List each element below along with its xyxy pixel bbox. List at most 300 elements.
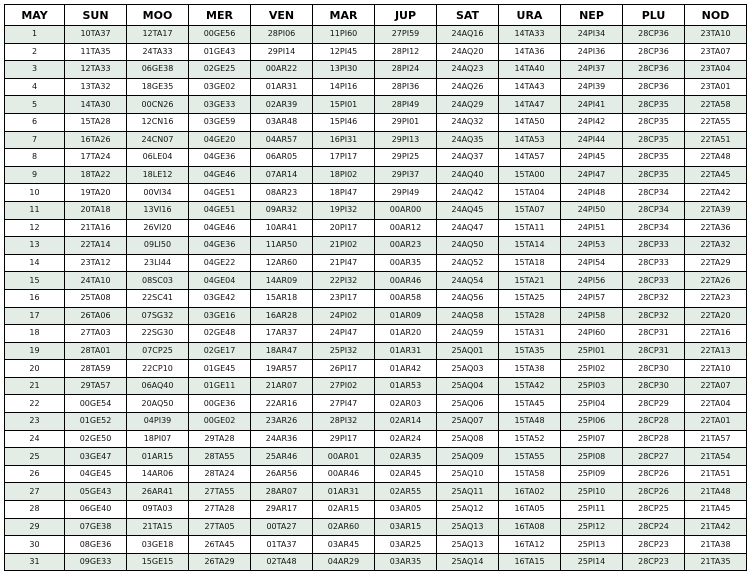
position-cell: 03AR48 — [251, 113, 313, 131]
position-cell: 25AQ14 — [437, 553, 499, 571]
position-cell: 12CN16 — [127, 113, 189, 131]
position-cell: 00AR23 — [375, 237, 437, 255]
position-cell: 25PI32 — [313, 342, 375, 360]
position-cell: 07SG32 — [127, 307, 189, 325]
position-cell: 22TA04 — [685, 395, 747, 413]
position-cell: 16TA08 — [499, 518, 561, 536]
position-cell: 16TA05 — [499, 501, 561, 519]
position-cell: 22SC41 — [127, 289, 189, 307]
position-cell: 25PI02 — [561, 360, 623, 378]
position-cell: 01AR20 — [375, 325, 437, 343]
position-cell: 28CP28 — [623, 413, 685, 431]
position-cell: 01AR09 — [375, 307, 437, 325]
position-cell: 25PI08 — [561, 448, 623, 466]
position-cell: 22TA48 — [685, 149, 747, 167]
position-cell: 22TA45 — [685, 166, 747, 184]
table-row — [5, 272, 747, 290]
position-cell: 01AR53 — [375, 377, 437, 395]
position-cell: 15TA38 — [499, 360, 561, 378]
position-cell: 09AR32 — [251, 201, 313, 219]
position-cell: 19AR57 — [251, 360, 313, 378]
position-cell: 24TA33 — [127, 43, 189, 61]
position-cell: 15TA42 — [499, 377, 561, 395]
position-cell: 24PI41 — [561, 96, 623, 114]
position-cell: 15PI01 — [313, 96, 375, 114]
position-cell: 25PI03 — [561, 377, 623, 395]
position-cell: 24CN07 — [127, 131, 189, 149]
header-nod: NOD — [685, 5, 747, 26]
position-cell: 03GE16 — [189, 307, 251, 325]
day-cell: 18 — [5, 325, 65, 343]
position-cell: 16PI31 — [313, 131, 375, 149]
day-cell: 7 — [5, 131, 65, 149]
position-cell: 15TA11 — [499, 219, 561, 237]
position-cell: 06AR05 — [251, 149, 313, 167]
position-cell: 22TA10 — [685, 360, 747, 378]
day-cell: 21 — [5, 377, 65, 395]
position-cell: 04GE04 — [189, 272, 251, 290]
position-cell: 15TA48 — [499, 413, 561, 431]
position-cell: 03AR15 — [375, 518, 437, 536]
position-cell: 24PI56 — [561, 272, 623, 290]
position-cell: 27PI59 — [375, 26, 437, 44]
table-row — [5, 219, 747, 237]
position-cell: 28CP36 — [623, 61, 685, 79]
position-cell: 14TA50 — [499, 113, 561, 131]
position-cell: 18PI07 — [127, 430, 189, 448]
position-cell: 23TA04 — [685, 61, 747, 79]
position-cell: 01AR15 — [127, 448, 189, 466]
position-cell: 16TA15 — [499, 553, 561, 571]
day-cell: 27 — [5, 483, 65, 501]
table-row — [5, 26, 747, 44]
position-cell: 22CP10 — [127, 360, 189, 378]
position-cell: 06AQ40 — [127, 377, 189, 395]
position-cell: 22TA07 — [685, 377, 747, 395]
position-cell: 26PI17 — [313, 360, 375, 378]
position-cell: 15TA35 — [499, 342, 561, 360]
position-cell: 28CP30 — [623, 377, 685, 395]
position-cell: 02GE25 — [189, 61, 251, 79]
position-cell: 21PI02 — [313, 237, 375, 255]
position-cell: 24TA10 — [65, 272, 127, 290]
position-cell: 28AR07 — [251, 483, 313, 501]
position-cell: 04GE22 — [189, 254, 251, 272]
position-cell: 24AQ40 — [437, 166, 499, 184]
position-cell: 24PI39 — [561, 78, 623, 96]
position-cell: 28PI12 — [375, 43, 437, 61]
position-cell: 28PI06 — [251, 26, 313, 44]
position-cell: 25PI10 — [561, 483, 623, 501]
position-cell: 08SC03 — [127, 272, 189, 290]
position-cell: 28CP35 — [623, 149, 685, 167]
position-cell: 17TA24 — [65, 149, 127, 167]
position-cell: 21TA57 — [685, 430, 747, 448]
day-cell: 9 — [5, 166, 65, 184]
position-cell: 02GE50 — [65, 430, 127, 448]
position-cell: 28PI36 — [375, 78, 437, 96]
position-cell: 02AR35 — [375, 448, 437, 466]
position-cell: 07AR14 — [251, 166, 313, 184]
day-cell: 12 — [5, 219, 65, 237]
position-cell: 01TA37 — [251, 536, 313, 554]
position-cell: 28TA24 — [189, 465, 251, 483]
day-cell: 29 — [5, 518, 65, 536]
position-cell: 00GE02 — [189, 413, 251, 431]
position-cell: 28CP35 — [623, 131, 685, 149]
position-cell: 28CP32 — [623, 307, 685, 325]
table-row — [5, 131, 747, 149]
position-cell: 28CP34 — [623, 184, 685, 202]
position-cell: 15TA07 — [499, 201, 561, 219]
position-cell: 15TA28 — [499, 307, 561, 325]
day-cell: 30 — [5, 536, 65, 554]
position-cell: 12AR60 — [251, 254, 313, 272]
position-cell: 28TA59 — [65, 360, 127, 378]
position-cell: 22TA55 — [685, 113, 747, 131]
position-cell: 28CP25 — [623, 501, 685, 519]
position-cell: 25PI12 — [561, 518, 623, 536]
position-cell: 10AR41 — [251, 219, 313, 237]
position-cell: 28CP28 — [623, 430, 685, 448]
position-cell: 02AR60 — [313, 518, 375, 536]
position-cell: 27TA55 — [189, 483, 251, 501]
position-cell: 24AQ45 — [437, 201, 499, 219]
header-month: MAY — [5, 5, 65, 26]
position-cell: 24PI50 — [561, 201, 623, 219]
position-cell: 18LE12 — [127, 166, 189, 184]
position-cell: 27PI47 — [313, 395, 375, 413]
position-cell: 12TA17 — [127, 26, 189, 44]
position-cell: 22TA16 — [685, 325, 747, 343]
position-cell: 04GE46 — [189, 219, 251, 237]
position-cell: 15TA52 — [499, 430, 561, 448]
position-cell: 13TA32 — [65, 78, 127, 96]
position-cell: 29PI37 — [375, 166, 437, 184]
position-cell: 00AR12 — [375, 219, 437, 237]
table-row — [5, 377, 747, 395]
position-cell: 22TA58 — [685, 96, 747, 114]
position-cell: 28CP33 — [623, 237, 685, 255]
position-cell: 14AR09 — [251, 272, 313, 290]
position-cell: 21TA42 — [685, 518, 747, 536]
position-cell: 03GE33 — [189, 96, 251, 114]
position-cell: 00AR46 — [313, 465, 375, 483]
position-cell: 28CP34 — [623, 219, 685, 237]
day-cell: 25 — [5, 448, 65, 466]
position-cell: 02AR14 — [375, 413, 437, 431]
position-cell: 23TA01 — [685, 78, 747, 96]
position-cell: 04GE45 — [65, 465, 127, 483]
position-cell: 26TA06 — [65, 307, 127, 325]
position-cell: 00GE54 — [65, 395, 127, 413]
header-jup: JUP — [375, 5, 437, 26]
table-row — [5, 78, 747, 96]
table-row — [5, 43, 747, 61]
day-cell: 23 — [5, 413, 65, 431]
position-cell: 22TA13 — [685, 342, 747, 360]
day-cell: 1 — [5, 26, 65, 44]
position-cell: 21TA54 — [685, 448, 747, 466]
table-row — [5, 201, 747, 219]
day-cell: 15 — [5, 272, 65, 290]
table-row — [5, 166, 747, 184]
position-cell: 28PI24 — [375, 61, 437, 79]
day-cell: 4 — [5, 78, 65, 96]
position-cell: 21TA51 — [685, 465, 747, 483]
position-cell: 24PI47 — [561, 166, 623, 184]
position-cell: 28CP31 — [623, 325, 685, 343]
position-cell: 22TA42 — [685, 184, 747, 202]
position-cell: 25AQ04 — [437, 377, 499, 395]
position-cell: 24AQ16 — [437, 26, 499, 44]
position-cell: 28CP33 — [623, 272, 685, 290]
position-cell: 18PI47 — [313, 184, 375, 202]
position-cell: 14TA30 — [65, 96, 127, 114]
day-cell: 24 — [5, 430, 65, 448]
position-cell: 22TA23 — [685, 289, 747, 307]
position-cell: 25PI14 — [561, 553, 623, 571]
position-cell: 28CP23 — [623, 553, 685, 571]
position-cell: 28PI32 — [313, 413, 375, 431]
day-cell: 16 — [5, 289, 65, 307]
position-cell: 01AR31 — [251, 78, 313, 96]
header-ven: VEN — [251, 5, 313, 26]
position-cell: 24PI58 — [561, 307, 623, 325]
position-cell: 12TA33 — [65, 61, 127, 79]
position-cell: 26VI20 — [127, 219, 189, 237]
table-row — [5, 448, 747, 466]
table-row — [5, 553, 747, 571]
position-cell: 01AR31 — [313, 483, 375, 501]
position-cell: 20AQ50 — [127, 395, 189, 413]
position-cell: 03GE42 — [189, 289, 251, 307]
position-cell: 03AR45 — [313, 536, 375, 554]
position-cell: 22TA39 — [685, 201, 747, 219]
position-cell: 21TA15 — [127, 518, 189, 536]
position-cell: 22TA26 — [685, 272, 747, 290]
position-cell: 00AR22 — [251, 61, 313, 79]
position-cell: 25AR46 — [251, 448, 313, 466]
position-cell: 14TA43 — [499, 78, 561, 96]
position-cell: 00AR58 — [375, 289, 437, 307]
table-row — [5, 360, 747, 378]
position-cell: 21TA16 — [65, 219, 127, 237]
position-cell: 15TA00 — [499, 166, 561, 184]
header-plu: PLU — [623, 5, 685, 26]
position-cell: 24AQ23 — [437, 61, 499, 79]
position-cell: 28CP35 — [623, 96, 685, 114]
position-cell: 25AQ03 — [437, 360, 499, 378]
position-cell: 00TA27 — [251, 518, 313, 536]
position-cell: 25PI07 — [561, 430, 623, 448]
day-cell: 19 — [5, 342, 65, 360]
day-cell: 14 — [5, 254, 65, 272]
position-cell: 28CP32 — [623, 289, 685, 307]
position-cell: 24PI57 — [561, 289, 623, 307]
position-cell: 00CN26 — [127, 96, 189, 114]
position-cell: 23AR26 — [251, 413, 313, 431]
position-cell: 24AQ52 — [437, 254, 499, 272]
position-cell: 02GE17 — [189, 342, 251, 360]
header-moo: MOO — [127, 5, 189, 26]
position-cell: 25PI06 — [561, 413, 623, 431]
table-row — [5, 518, 747, 536]
table-row — [5, 61, 747, 79]
position-cell: 22SG30 — [127, 325, 189, 343]
position-cell: 01AR31 — [375, 342, 437, 360]
position-cell: 08AR23 — [251, 184, 313, 202]
table-row — [5, 96, 747, 114]
position-cell: 09TA03 — [127, 501, 189, 519]
day-cell: 6 — [5, 113, 65, 131]
position-cell: 14TA36 — [499, 43, 561, 61]
position-cell: 03AR05 — [375, 501, 437, 519]
position-cell: 08GE36 — [65, 536, 127, 554]
position-cell: 24PI60 — [561, 325, 623, 343]
position-cell: 16AR28 — [251, 307, 313, 325]
position-cell: 18GE35 — [127, 78, 189, 96]
position-cell: 20TA18 — [65, 201, 127, 219]
position-cell: 10TA37 — [65, 26, 127, 44]
position-cell: 24AR36 — [251, 430, 313, 448]
position-cell: 25AQ01 — [437, 342, 499, 360]
position-cell: 17PI17 — [313, 149, 375, 167]
position-cell: 12PI45 — [313, 43, 375, 61]
position-cell: 22TA32 — [685, 237, 747, 255]
position-cell: 15TA28 — [65, 113, 127, 131]
position-cell: 24AQ58 — [437, 307, 499, 325]
position-cell: 15TA25 — [499, 289, 561, 307]
day-cell: 2 — [5, 43, 65, 61]
position-cell: 26TA29 — [189, 553, 251, 571]
position-cell: 18AR47 — [251, 342, 313, 360]
position-cell: 29PI17 — [313, 430, 375, 448]
position-cell: 21TA38 — [685, 536, 747, 554]
position-cell: 04AR57 — [251, 131, 313, 149]
position-cell: 14TA40 — [499, 61, 561, 79]
position-cell: 01GE52 — [65, 413, 127, 431]
table-body — [5, 26, 747, 571]
position-cell: 14TA57 — [499, 149, 561, 167]
position-cell: 00GE56 — [189, 26, 251, 44]
position-cell: 04GE51 — [189, 184, 251, 202]
position-cell: 11PI60 — [313, 26, 375, 44]
position-cell: 24PI51 — [561, 219, 623, 237]
position-cell: 24AQ47 — [437, 219, 499, 237]
position-cell: 28CP26 — [623, 465, 685, 483]
position-cell: 27TA03 — [65, 325, 127, 343]
position-cell: 09GE33 — [65, 553, 127, 571]
position-cell: 28CP33 — [623, 254, 685, 272]
ephemeris-table — [4, 4, 747, 571]
position-cell: 24PI36 — [561, 43, 623, 61]
day-cell: 22 — [5, 395, 65, 413]
position-cell: 27PI02 — [313, 377, 375, 395]
position-cell: 24PI54 — [561, 254, 623, 272]
position-cell: 28TA55 — [189, 448, 251, 466]
position-cell: 19PI32 — [313, 201, 375, 219]
position-cell: 25AQ10 — [437, 465, 499, 483]
position-cell: 22TA36 — [685, 219, 747, 237]
position-cell: 24PI47 — [313, 325, 375, 343]
position-cell: 28CP35 — [623, 166, 685, 184]
position-cell: 28CP36 — [623, 43, 685, 61]
position-cell: 03AR25 — [375, 536, 437, 554]
position-cell: 15TA21 — [499, 272, 561, 290]
position-cell: 29PI14 — [251, 43, 313, 61]
position-cell: 25AQ13 — [437, 536, 499, 554]
header-row — [5, 5, 747, 26]
position-cell: 04GE51 — [189, 201, 251, 219]
position-cell: 15TA14 — [499, 237, 561, 255]
position-cell: 03GE47 — [65, 448, 127, 466]
position-cell: 01GE45 — [189, 360, 251, 378]
position-cell: 04GE46 — [189, 166, 251, 184]
position-cell: 18TA22 — [65, 166, 127, 184]
position-cell: 09LI50 — [127, 237, 189, 255]
table-row — [5, 483, 747, 501]
table-row — [5, 465, 747, 483]
header-sun: SUN — [65, 5, 127, 26]
table-row — [5, 184, 747, 202]
position-cell: 28PI49 — [375, 96, 437, 114]
position-cell: 25AQ12 — [437, 501, 499, 519]
position-cell: 14PI16 — [313, 78, 375, 96]
position-cell: 28CP35 — [623, 113, 685, 131]
position-cell: 15TA18 — [499, 254, 561, 272]
position-cell: 26TA45 — [189, 536, 251, 554]
table-row — [5, 430, 747, 448]
position-cell: 02AR39 — [251, 96, 313, 114]
position-cell: 24AQ59 — [437, 325, 499, 343]
position-cell: 23TA10 — [685, 26, 747, 44]
position-cell: 13VI16 — [127, 201, 189, 219]
position-cell: 03AR35 — [375, 553, 437, 571]
position-cell: 07GE38 — [65, 518, 127, 536]
position-cell: 23PI17 — [313, 289, 375, 307]
position-cell: 24PI42 — [561, 113, 623, 131]
position-cell: 28CP27 — [623, 448, 685, 466]
table-row — [5, 254, 747, 272]
position-cell: 04GE20 — [189, 131, 251, 149]
position-cell: 25PI13 — [561, 536, 623, 554]
table-row — [5, 307, 747, 325]
position-cell: 21TA45 — [685, 501, 747, 519]
position-cell: 28CP34 — [623, 201, 685, 219]
position-cell: 25TA08 — [65, 289, 127, 307]
header-ura: URA — [499, 5, 561, 26]
position-cell: 25AQ13 — [437, 518, 499, 536]
position-cell: 02AR15 — [313, 501, 375, 519]
position-cell: 15TA45 — [499, 395, 561, 413]
position-cell: 02AR55 — [375, 483, 437, 501]
header-sat: SAT — [437, 5, 499, 26]
position-cell: 24PI53 — [561, 237, 623, 255]
position-cell: 07CP25 — [127, 342, 189, 360]
position-cell: 03GE59 — [189, 113, 251, 131]
position-cell: 21TA35 — [685, 553, 747, 571]
position-cell: 25PI01 — [561, 342, 623, 360]
day-cell: 13 — [5, 237, 65, 255]
position-cell: 29PI01 — [375, 113, 437, 131]
position-cell: 28CP31 — [623, 342, 685, 360]
position-cell: 24AQ35 — [437, 131, 499, 149]
position-cell: 24AQ32 — [437, 113, 499, 131]
position-cell: 29AR17 — [251, 501, 313, 519]
position-cell: 24PI34 — [561, 26, 623, 44]
position-cell: 00AR01 — [313, 448, 375, 466]
